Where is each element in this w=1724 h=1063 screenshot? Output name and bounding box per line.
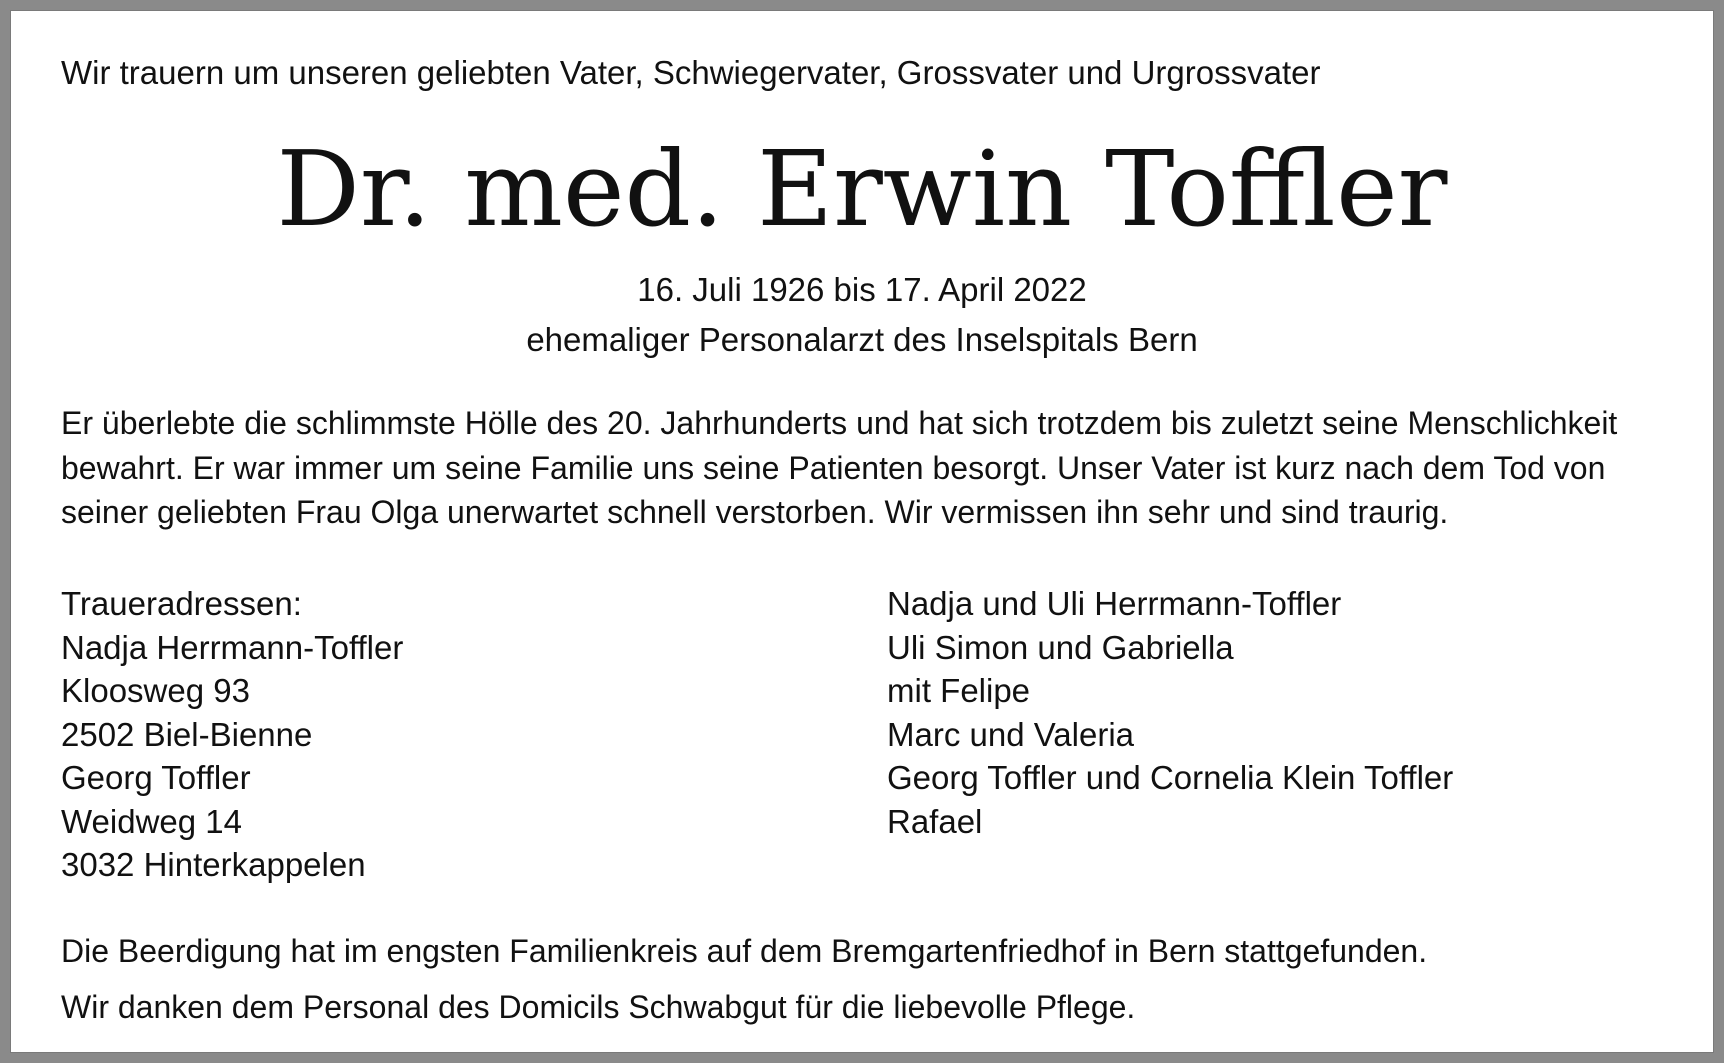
intro-line: Wir trauern um unseren geliebten Vater, Schwiegervater, Grossvater und Urgrossvater <box>61 54 1321 91</box>
family-line: Uli Simon und Gabriella <box>887 628 1234 666</box>
paragraph-line: bewahrt. Er war immer um seine Familie uns seine Patienten besorgt. Unser Vater ist kurz nach dem Tod von <box>61 449 1606 486</box>
address-line: Weidweg 14 <box>61 802 243 840</box>
address-line: Nadja Herrmann-Toffler <box>61 628 404 666</box>
address-line: 2502 Biel-Bienne <box>61 715 313 753</box>
address-line: 3032 Hinterkappelen <box>61 846 366 883</box>
life-dates: 16. Juli 1926 bis 17. April 2022 <box>637 271 1087 308</box>
family-line: Marc und Valeria <box>887 715 1135 753</box>
thanks-note: Wir danken dem Personal des Domicils Schwabgut für die liebevolle Pflege. <box>61 989 1136 1025</box>
family-line: Nadja und Uli Herrmann-Toffler <box>887 585 1342 622</box>
family-members <box>887 582 1453 843</box>
family-line: Georg Toffler und Cornelia Klein Toffler <box>887 759 1454 796</box>
address-heading: Traueradressen: <box>61 585 302 622</box>
paragraph-line: Er überlebte die schlimmste Hölle des 20. Jahrhunderts und hat sich trotzdem bis zuletzt seine Menschlichkeit <box>61 405 1618 441</box>
paragraph-line: seiner geliebten Frau Olga unerwartet schnell verstorben. Wir vermissen ihn sehr und sind traurig. <box>61 494 1449 530</box>
mourning-addresses <box>61 582 403 887</box>
family-line: Rafael <box>887 802 983 840</box>
former-role: ehemaliger Personalarzt des Inselspitals Bern <box>526 321 1198 358</box>
address-line: Georg Toffler <box>61 759 251 796</box>
deceased-name: Dr. med. Erwin Toffler <box>276 128 1448 250</box>
memorial-paragraph <box>61 401 1681 535</box>
family-line: mit Felipe <box>887 672 1031 709</box>
burial-note: Die Beerdigung hat im engsten Familienkreis auf dem Bremgartenfriedhof in Bern stattgefunden. <box>61 933 1428 969</box>
address-line: Kloosweg 93 <box>61 672 250 709</box>
obituary-notice <box>11 11 1713 1052</box>
